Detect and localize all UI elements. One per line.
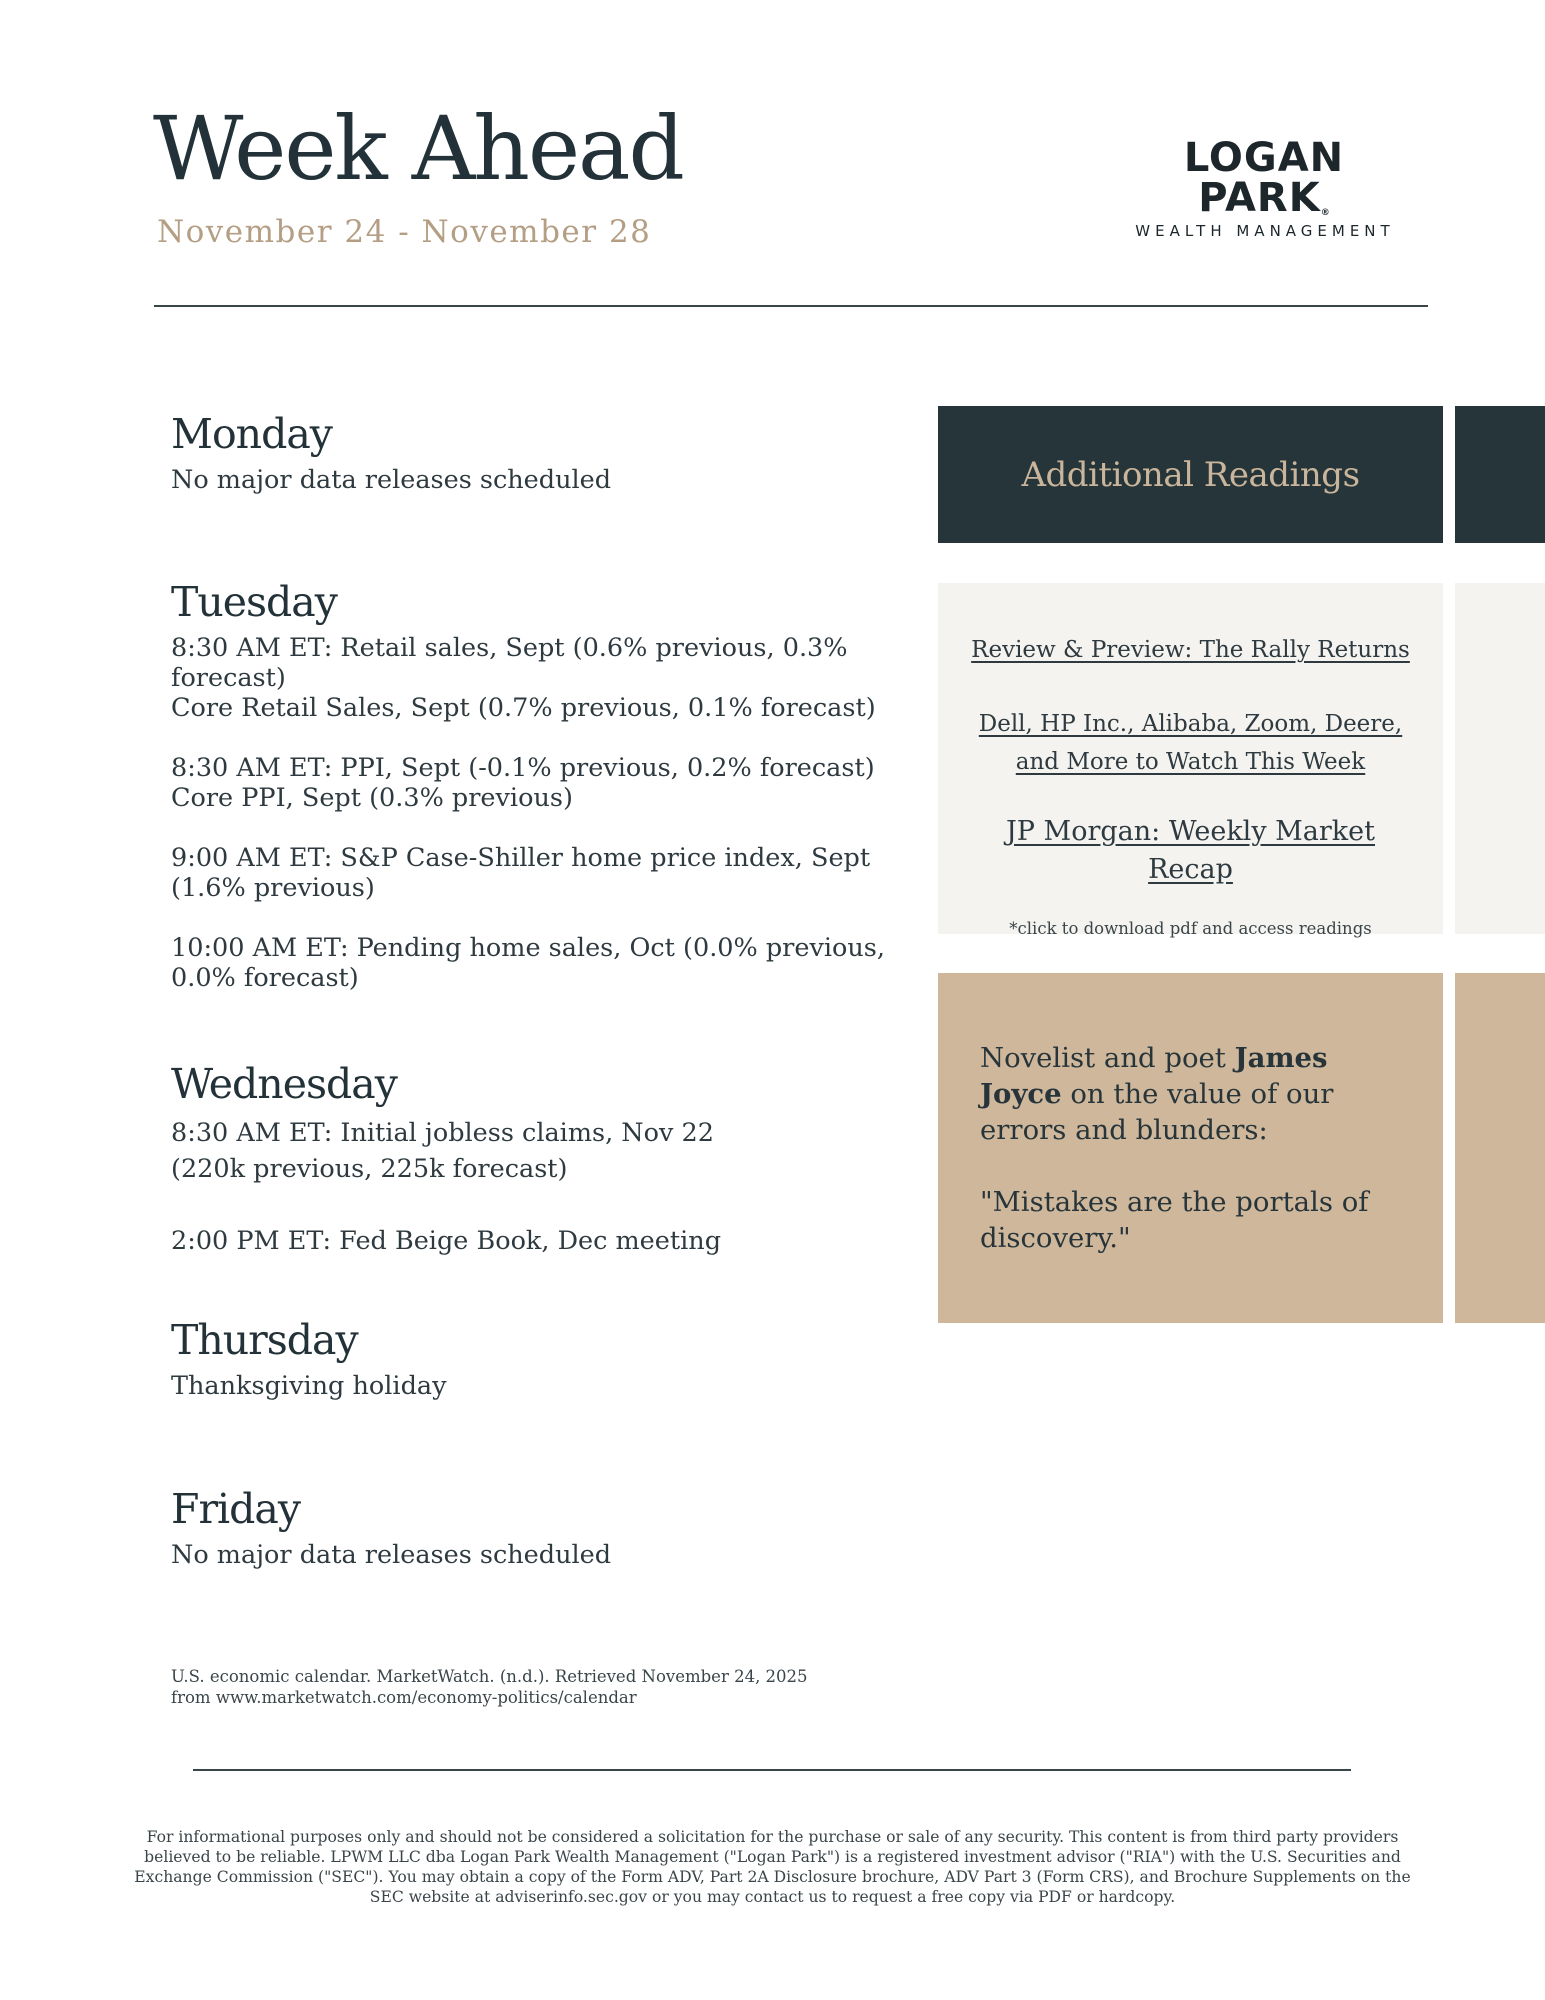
day-heading: Wednesday (171, 1060, 397, 1108)
day-entry (171, 933, 891, 993)
entry-line: 8:30 AM ET: PPI, Sept (-0.1% previous, 0.2% forecast) (171, 753, 875, 784)
quote-text: "Mistakes are the portals of discovery." (980, 1186, 1369, 1254)
quote-panel (938, 973, 1443, 1323)
quote-panel-extension (1455, 973, 1545, 1323)
day-tuesday (171, 580, 891, 993)
day-monday (171, 412, 891, 495)
entry-line: 10:00 AM ET: Pending home sales, Oct (0.0% previous, 0.0% forecast) (171, 933, 885, 994)
day-heading: Tuesday (171, 578, 337, 626)
day-wednesday (171, 1062, 731, 1259)
additional-readings-header (938, 406, 1443, 543)
day-heading: Friday (171, 1485, 301, 1533)
quote-intro-after: on the value of our errors and blunders: (980, 1078, 1334, 1146)
registered-mark: ® (1320, 208, 1330, 218)
day-entry: No major data releases scheduled (171, 465, 612, 496)
header-panel-extension (1455, 406, 1545, 543)
quote-intro (980, 1040, 1405, 1148)
footer-divider (193, 1769, 1351, 1771)
entry-line: 8:30 AM ET: Retail sales, Sept (0.6% previous, 0.3% forecast) (171, 633, 848, 694)
entry-line: Core Retail Sales, Sept (0.7% previous, 0.1% forecast) (171, 693, 876, 724)
additional-readings-title: Additional Readings (1021, 454, 1360, 495)
logo-wordmark (1114, 135, 1414, 221)
day-friday (171, 1487, 891, 1570)
date-range: November 24 - November 28 (157, 214, 652, 250)
page-title: Week Ahead (153, 97, 683, 200)
reading-link-review-preview[interactable]: Review & Preview: The Rally Returns (971, 637, 1410, 663)
day-heading: Thursday (171, 1316, 358, 1364)
header-divider (154, 305, 1428, 307)
quote-intro-before: Novelist and poet (980, 1042, 1235, 1074)
entry-line: Core PPI, Sept (0.3% previous) (171, 783, 573, 814)
readings-note: *click to download pdf and access readings (1009, 919, 1372, 938)
logo (1114, 135, 1414, 240)
day-thursday (171, 1318, 891, 1401)
entry-line: 9:00 AM ET: S&P Case-Shiller home price index, Sept (1.6% previous) (171, 843, 871, 904)
disclaimer: For informational purposes only and should not be considered a solicitation for the purchase or sale of any security. This content is from third party providers believed to be reliable. LPWM LLC dba Logan Park Wealth Management ("Logan Park") is a registered investment advisor ("RIA") with the U.S. Securities and Exchange Commission ("SEC"). You may obtain a copy of the Form ADV, Part 2A Disclosure brochure, ADV Part 3 (Form CRS), and Brochure Supplements on the SEC website at adviserinfo.sec.gov or you may contact us to request a free copy via PDF or hardcopy. (134, 1828, 1411, 1906)
day-entry (171, 843, 891, 903)
reading-link-earnings-watch[interactable]: Dell, HP Inc., Alibaba, Zoom, Deere, and More to Watch This Week (978, 711, 1403, 775)
quote-author: James Joyce (980, 1042, 1328, 1110)
source-citation: U.S. economic calendar. MarketWatch. (n.d.). Retrieved November 24, 2025 from www.marketwatch.com/economy-politics/calendar (171, 1667, 808, 1707)
day-heading: Monday (171, 410, 332, 458)
day-entry (171, 753, 891, 813)
day-entry (171, 633, 891, 723)
day-entry: Thanksgiving holiday (171, 1371, 447, 1402)
logo-tagline: WEALTH MANAGEMENT (1135, 222, 1395, 240)
day-entry: 8:30 AM ET: Initial jobless claims, Nov 22 (220k previous, 225k forecast) (171, 1118, 714, 1185)
readings-panel-extension (1455, 583, 1545, 934)
day-entry: No major data releases scheduled (171, 1540, 612, 1571)
logo-wordmark-text: LOGAN PARK (1183, 135, 1345, 221)
reading-link-jp-morgan[interactable]: JP Morgan: Weekly Market Recap (1005, 816, 1375, 885)
day-entry: 2:00 PM ET: Fed Beige Book, Dec meeting (171, 1226, 722, 1257)
readings-panel (938, 583, 1443, 938)
